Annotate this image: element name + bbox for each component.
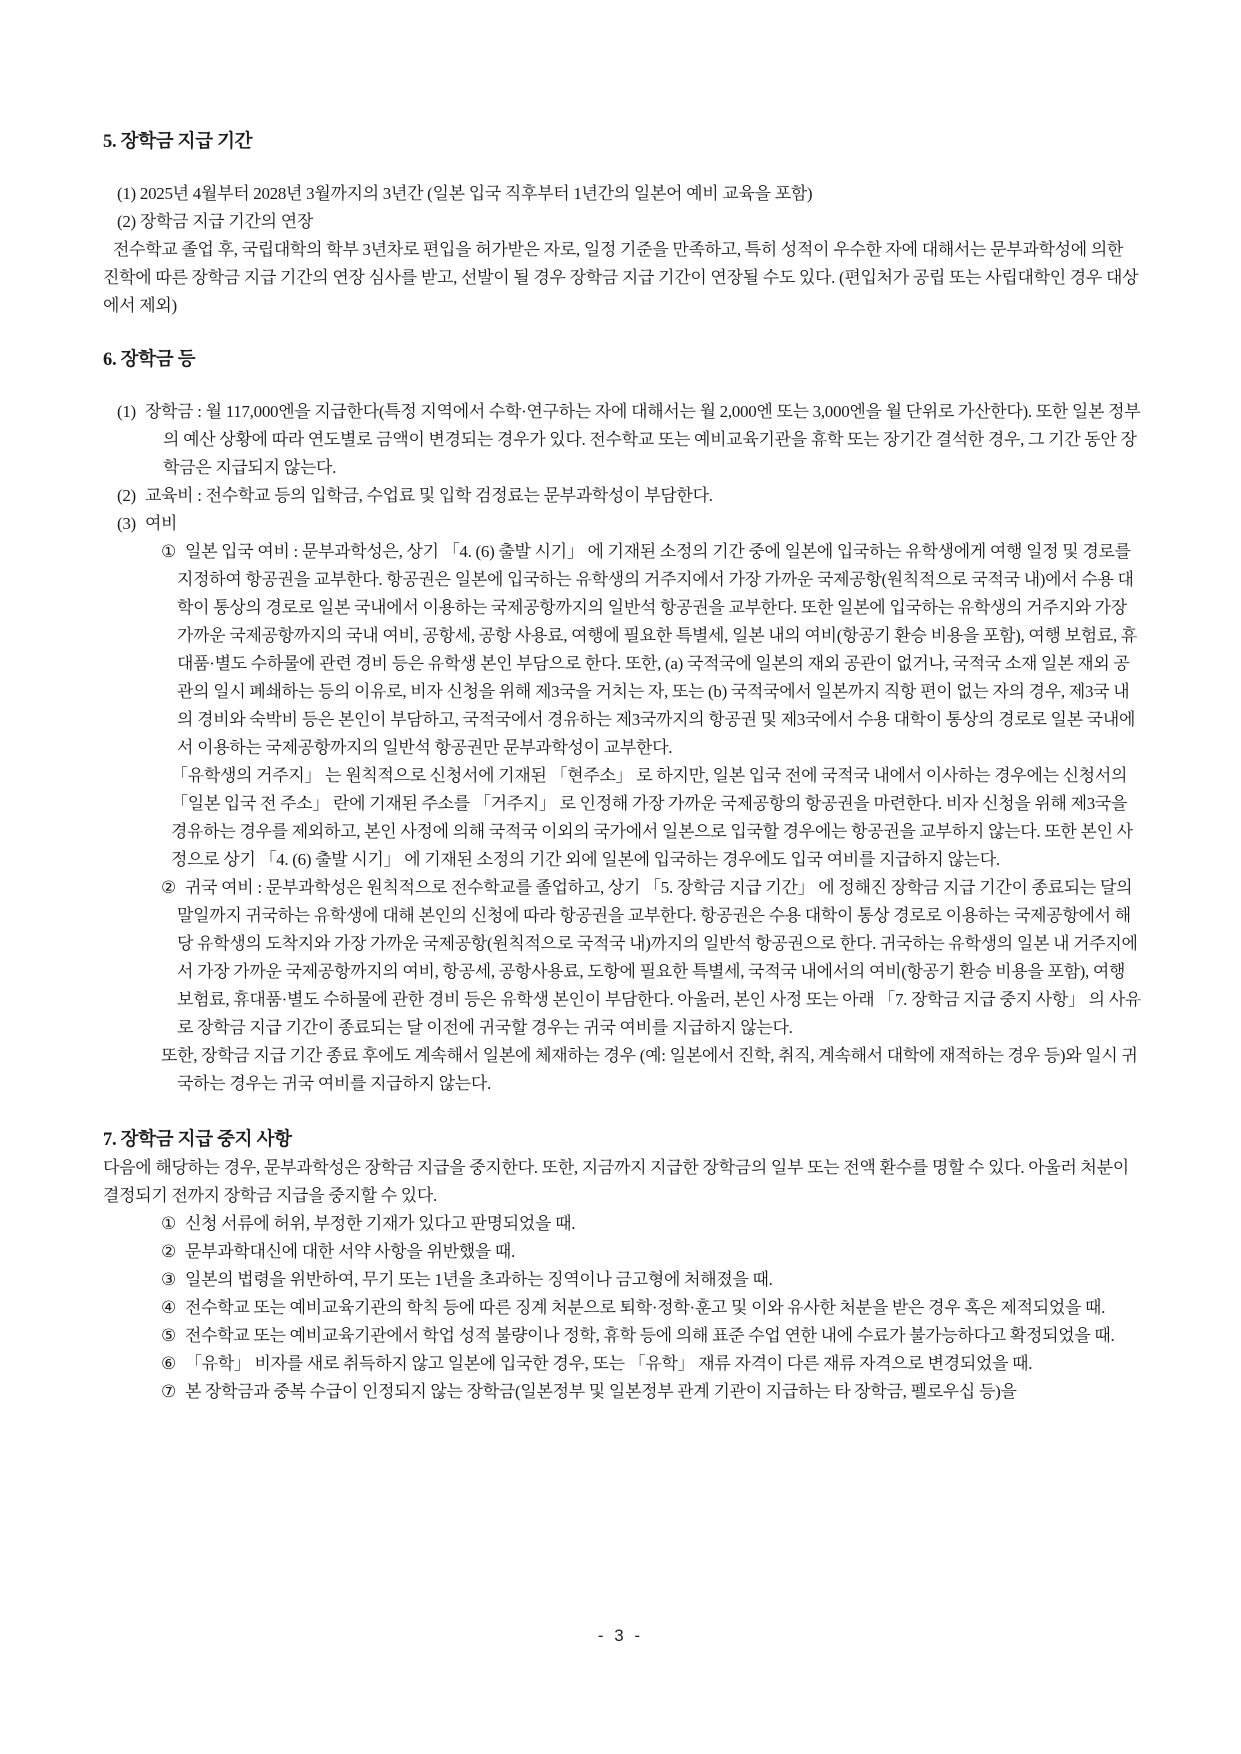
item-text: 장학금 : 월 117,000엔을 지급한다(특정 지역에서 수학·연구하는 자에 대해서는 월 2,000엔 또는 3,000엔을 월 단위로 가산한다). 또한 일본 정부의 예산 상황에 따라 연도별로 금액이 변경되는 경우가 있다. 전수학교 또는 예비교육기관을 휴학 또는 장기간 결석한 경우, 그 기간 동안 장학금은 지급되지 않는다. — [144, 402, 1141, 477]
circled-number-marker: ⑤ — [161, 1326, 176, 1345]
sublist-item-entry-travel-expense — [103, 538, 1142, 762]
suspension-item-pledge-violation — [103, 1238, 1142, 1266]
item-text: 귀국 여비 : 문부과학성은 원칙적으로 전수학교를 졸업하고, 상기 「5. 장학금 지급 기간」 에 정해진 장학금 지급 기간이 종료되는 달의 말일까지 귀국하는 유학생에 대해 본인의 신청에 따라 항공권을 교부한다. 항공권은 수용 대학이 통상 경로로 이용하는 국제공항에서 해당 유학생의 도착지와 가장 가까운 국제공항(원칙적으로 국적국 내)까지의 일반석 항공권으로 한다. 귀국하는 유학생의 일본 내 거주지에서 가장 가까운 국제공항까지의 여비, 항공세, 공항사용료, 도항에 필요한 특별세, 국적국 내에서의 여비(항공기 환승 비용을 포함), 여행 보험료, 휴대품·별도 수하물에 관한 경비 등은 유학생 본인이 부담한다. 아울러, 본인 사정 또는 아래 「7. 장학금 지급 중지 사항」 의 사유로 장학금 지급 기간이 종료되는 달 이전에 귀국할 경우는 귀국 여비를 지급하지 않는다. — [177, 878, 1141, 1037]
item-marker: (3) — [117, 514, 136, 533]
circled-number-marker: ② — [161, 1242, 176, 1261]
circled-number-marker: ⑦ — [161, 1382, 176, 1401]
item-text: 「유학」 비자를 새로 취득하지 않고 일본에 입국한 경우, 또는 「유학」 재류 자격이 다른 재류 자격으로 변경되었을 때. — [184, 1354, 1033, 1373]
item-text: 일본 입국 여비 : 문부과학성은, 상기 「4. (6) 출발 시기」 에 기재된 소정의 기간 중에 일본에 입국하는 유학생에게 여행 일정 및 경로를 지정하여 항공권을 교부한다. 항공권은 일본에 입국하는 유학생의 거주지에서 가장 가까운 국제공항(원칙적으로 국적국 내)에서 수용 대학이 통상의 경로로 일본 국내에서 이용하는 국제공항까지의 일반석 항공권을 교부한다. 또한 일본에 입국하는 유학생의 거주지와 가장 가까운 국제공항까지의 국내 여비, 공항세, 공항 사용료, 여행에 필요한 특별세, 일본 내의 여비(항공기 환승 비용을 포함), 여행 보험료, 휴대품·별도 수하물에 관련 경비 등은 유학생 본인 부담으로 한다. 또한, (a) 국적국에 일본의 재외 공관이 없거나, 국적국 소재 일본 재외 공관의 일시 폐쇄하는 등의 이유로, 비자 신청을 위해 제3국을 거치는 자, 또는 (b) 국적국에서 일본까지 직항 편이 없는 자의 경우, 제3국 내의 경비와 숙박비 등은 본인이 부담하고, 국적국에서 경유하는 제3국까지의 항공권 및 제3국에서 수용 대학이 통상의 경로로 일본 국내에서 이용하는 국제공항까지의 일반석 항공권만 문부과학성이 교부한다. — [177, 542, 1137, 757]
item-text: 여비 — [144, 514, 178, 533]
item-text: 교육비 : 전수학교 등의 입학금, 수업료 및 입학 검정료는 문부과학성이 부담한다. — [144, 486, 713, 505]
paragraph-period-duration: (1) 2025년 4월부터 2028년 3월까지의 3년간 (일본 입국 직후부터 1년간의 일본어 예비 교육을 포함) — [117, 184, 813, 203]
item-text: 전수학교 또는 예비교육기관의 학칙 등에 따른 징계 처분으로 퇴학·정학·훈고 및 이와 유사한 처분을 받은 경우 혹은 제적되었을 때. — [184, 1298, 1106, 1317]
sublist-item-return-travel-expense — [103, 874, 1142, 1042]
item-text: 신청 서류에 허위, 부정한 기재가 있다고 판명되었을 때. — [184, 1214, 576, 1233]
section-scholarship-etc — [103, 346, 1142, 1098]
section-scholarship-suspension — [103, 1126, 1142, 1406]
section-6-heading: 6. 장학금 등 — [103, 350, 196, 370]
item-text: 일본의 법령을 위반하여, 무기 또는 1년을 초과하는 징역이나 금고형에 처해졌을 때. — [184, 1270, 773, 1289]
note-staying-after-period: 또한, 장학금 지급 기간 종료 후에도 계속해서 일본에 체재하는 경우 (예: 일본에서 진학, 취직, 계속해서 대학에 재적하는 경우 등)와 일시 귀국하는 경우는 귀국 여비를 지급하지 않는다. — [161, 1046, 1138, 1093]
circled-number-marker: ① — [161, 1214, 176, 1233]
paragraph-extension-body: 전수학교 졸업 후, 국립대학의 학부 3년차로 편입을 허가받은 자로, 일정 기준을 만족하고, 특히 성적이 우수한 자에 대해서는 문부과학성에 의한 진학에 따른 장학금 지급 기간의 연장 심사를 받고, 선발이 될 경우 장학금 지급 기간이 연장될 수도 있다. (편입처가 공립 또는 사립대학인 경우 대상에서 제외) — [103, 240, 1139, 315]
list-item-travel-expenses — [103, 510, 1142, 538]
list-item-scholarship-amount — [103, 398, 1142, 482]
item-text: 본 장학금과 중복 수급이 인정되지 않는 장학금(일본정부 및 일본정부 관계 기관이 지급하는 타 장학금, 펠로우십 등)을 — [184, 1382, 1017, 1401]
section-scholarship-payment-period — [103, 128, 1142, 320]
page-number: - 3 - — [597, 1626, 644, 1645]
suspension-item-disciplinary-action — [103, 1294, 1142, 1322]
item-marker: (2) — [117, 486, 136, 505]
circled-number-marker: ① — [161, 542, 176, 561]
section-7-heading: 7. 장학금 지급 중지 사항 — [103, 1130, 292, 1150]
item-marker: (1) — [117, 402, 136, 421]
circled-number-marker: ② — [161, 878, 176, 897]
section-5-heading: 5. 장학금 지급 기간 — [103, 132, 253, 152]
item-text: 전수학교 또는 예비교육기관에서 학업 성적 불량이나 정학, 휴학 등에 의해 표준 수업 연한 내에 수료가 불가능하다고 확정되었을 때. — [184, 1326, 1115, 1345]
circled-number-marker: ③ — [161, 1270, 176, 1289]
list-item-education-fee — [103, 482, 1142, 510]
suspension-item-false-statement — [103, 1210, 1142, 1238]
item-text: 문부과학대신에 대한 서약 사항을 위반했을 때. — [184, 1242, 515, 1261]
circled-number-marker: ④ — [161, 1298, 176, 1317]
suspension-item-duplicate-scholarship — [103, 1378, 1142, 1406]
suspension-item-poor-performance — [103, 1322, 1142, 1350]
paragraph-suspension-intro: 다음에 해당하는 경우, 문부과학성은 장학금 지급을 중지한다. 또한, 지금까지 지급한 장학금의 일부 또는 전액 환수를 명할 수 있다. 아울러 처분이 결정되기 전까지 장학금 지급을 중지할 수 있다. — [103, 1158, 1129, 1205]
circled-number-marker: ⑥ — [161, 1354, 176, 1373]
suspension-item-law-violation — [103, 1266, 1142, 1294]
note-student-residence: 「유학생의 거주지」 는 원칙적으로 신청서에 기재된 「현주소」 로 하지만, 일본 입국 전에 국적국 내에서 이사하는 경우에는 신청서의 「일본 입국 전 주소」 란에 기재된 주소를 「거주지」 로 인정해 가장 가까운 국제공항의 항공권을 마련한다. 비자 신청을 위해 제3국을 경유하는 경우를 제외하고, 본인 사정에 의해 국적국 이외의 국가에서 일본으로 입국할 경우에는 항공권을 교부하지 않는다. 또한 본인 사정으로 상기 「4. (6) 출발 시기」 에 기재된 소정의 기간 외에 일본에 입국하는 경우에도 입국 여비를 지급하지 않는다. — [171, 766, 1133, 869]
paragraph-extension-title: (2) 장학금 지급 기간의 연장 — [117, 212, 313, 231]
suspension-item-visa-status-change — [103, 1350, 1142, 1378]
